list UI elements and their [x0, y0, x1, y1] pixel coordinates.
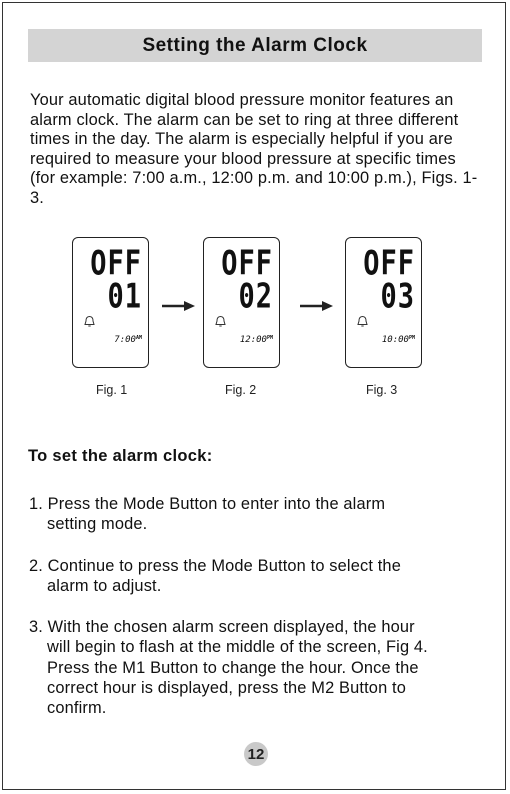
- lcd-time: $10:00^{PM}$: [381, 335, 415, 345]
- step-text-continued: setting mode.: [47, 515, 148, 534]
- lcd-status: OFF: [363, 244, 415, 284]
- figure-caption-3: Fig. 3: [366, 383, 398, 397]
- step-1: [29, 494, 484, 535]
- lcd-display-3: [345, 237, 422, 368]
- figure-caption-2: Fig. 2: [225, 383, 257, 397]
- bell-icon: [356, 315, 369, 328]
- lcd-alarm-number: 03: [380, 277, 415, 317]
- lcd-alarm-number: 01: [107, 277, 142, 317]
- lcd-status: OFF: [90, 244, 142, 284]
- lcd-time: $7:00^{AM}$: [114, 335, 142, 345]
- figure-caption-1: Fig. 1: [96, 383, 128, 397]
- figure-3: [345, 237, 422, 368]
- arrow-right-icon: [300, 301, 333, 311]
- step-3: [29, 617, 484, 718]
- bell-icon: [214, 315, 227, 328]
- step-text-continued: Press the M1 Button to change the hour. Once the: [47, 658, 419, 677]
- lcd-display-2: [203, 237, 280, 368]
- step-text-continued: correct hour is displayed, press the M2 Button to: [47, 678, 407, 697]
- step-text-continued: will begin to flash at the middle of the screen, Fig 4.: [47, 638, 428, 657]
- step-text-continued: alarm to adjust.: [47, 577, 162, 596]
- step-text: 2. Continue to press the Mode Button to select the: [29, 557, 401, 575]
- step-text: 1. Press the Mode Button to enter into the alarm: [29, 495, 386, 513]
- page-title: Setting the Alarm Clock: [28, 29, 482, 62]
- section-subheading: To set the alarm clock:: [28, 447, 213, 465]
- lcd-status: OFF: [221, 244, 273, 284]
- figure-2: [203, 237, 280, 368]
- bell-icon: [83, 315, 96, 328]
- lcd-alarm-number: 02: [238, 277, 273, 317]
- lcd-time: $12:00^{PM}$: [239, 335, 273, 345]
- step-text: 3. With the chosen alarm screen displayed, the hour: [29, 618, 415, 636]
- arrow-right-icon: [162, 301, 195, 311]
- page-number: 12: [244, 742, 268, 766]
- figure-1: [72, 237, 149, 368]
- step-text-continued: confirm.: [47, 699, 107, 718]
- step-2: [29, 556, 484, 597]
- intro-paragraph: Your automatic digital blood pressure monitor features an alarm clock. The alarm can be set to ring at three different times in the day. The alarm is especially helpful if you are required to measure your blood pressure at specific times (for example: 7:00 a.m., 12:00 p.m. and 10:00 p.m.), Figs. 1-3.: [30, 91, 478, 207]
- lcd-display-1: [72, 237, 149, 368]
